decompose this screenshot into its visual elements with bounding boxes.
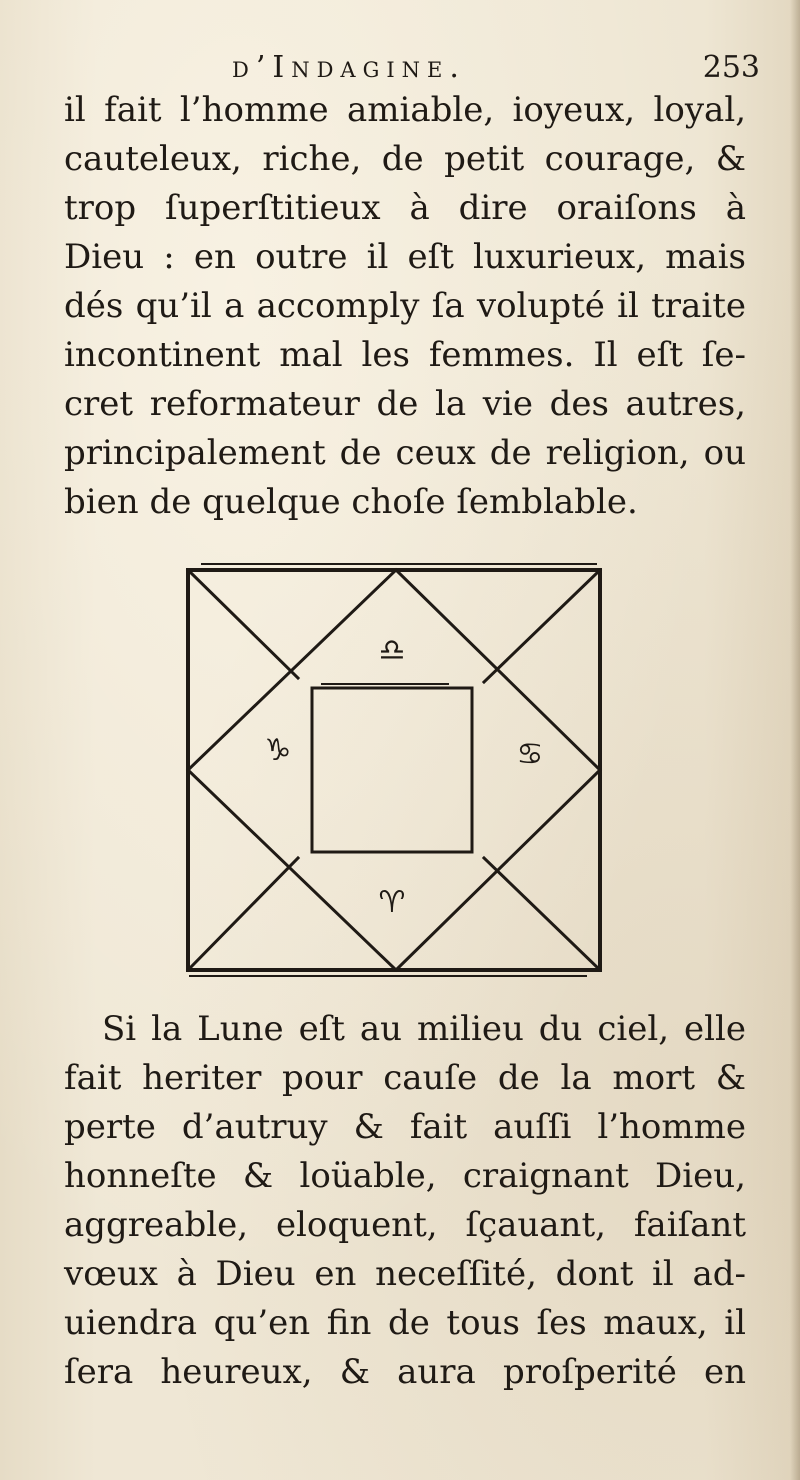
text-line: principalement de ceux de religion, ou <box>64 433 746 473</box>
text-line: cauteleux, riche, de petit courage, & <box>64 139 746 179</box>
diagonal-bottom-left <box>188 858 298 970</box>
text-line: trop ſuperſtitieux à dire oraiſons à <box>64 188 746 228</box>
horoscope-chart <box>180 560 610 980</box>
running-head <box>60 50 760 90</box>
text-line: aggreable, eloquent, ſçauant, faiſant <box>64 1205 746 1245</box>
sign-aries: ♈ <box>378 885 406 920</box>
text-line: Si la Lune eſt au milieu du ciel, elle <box>102 1009 746 1049</box>
text-line: Dieu : en outre il eſt luxurieux, mais <box>64 237 746 277</box>
horoscope-figure <box>180 560 610 980</box>
text-line: perte d’autruy & fait auſſi l’homme <box>64 1107 746 1147</box>
diagonal-bottom-right <box>484 858 600 970</box>
text-line: uiendra qu’en fin de tous ſes maux, il <box>64 1303 746 1343</box>
paragraph-top <box>64 86 746 527</box>
paragraph-bottom <box>64 1005 746 1397</box>
text-line: bien de quelque choſe ſemblable. <box>64 482 638 522</box>
text-line: incontinent mal les femmes. Il eſt ſe- <box>64 335 746 375</box>
sign-cancer: ♋ <box>516 737 544 772</box>
running-title: d’Indagine. <box>232 50 466 85</box>
sign-capricorn: ♑ <box>264 733 292 768</box>
diagonal-top-left <box>188 570 298 678</box>
text-line: ſera heureux, & aura proſperité en <box>64 1352 746 1392</box>
diagonal-top-right <box>484 570 600 682</box>
text-line: vœux à Dieu en neceſſité, dont il ad- <box>64 1254 746 1294</box>
page-edge-shadow <box>790 0 800 1480</box>
text-line: cret reformateur de la vie des autres, <box>64 384 746 424</box>
figure-inner-square <box>312 688 472 852</box>
text-line: fait heriter pour cauſe de la mort & <box>64 1058 746 1098</box>
page-number: 253 <box>702 50 760 85</box>
text-line: il fait l’homme amiable, ioyeux, loyal, <box>64 90 746 130</box>
sign-libra: ♎ <box>378 633 406 668</box>
text-line: dés qu’il a accomply ſa volupté il traite <box>64 286 746 326</box>
text-line: honneſte & loüable, craignant Dieu, <box>64 1156 746 1196</box>
